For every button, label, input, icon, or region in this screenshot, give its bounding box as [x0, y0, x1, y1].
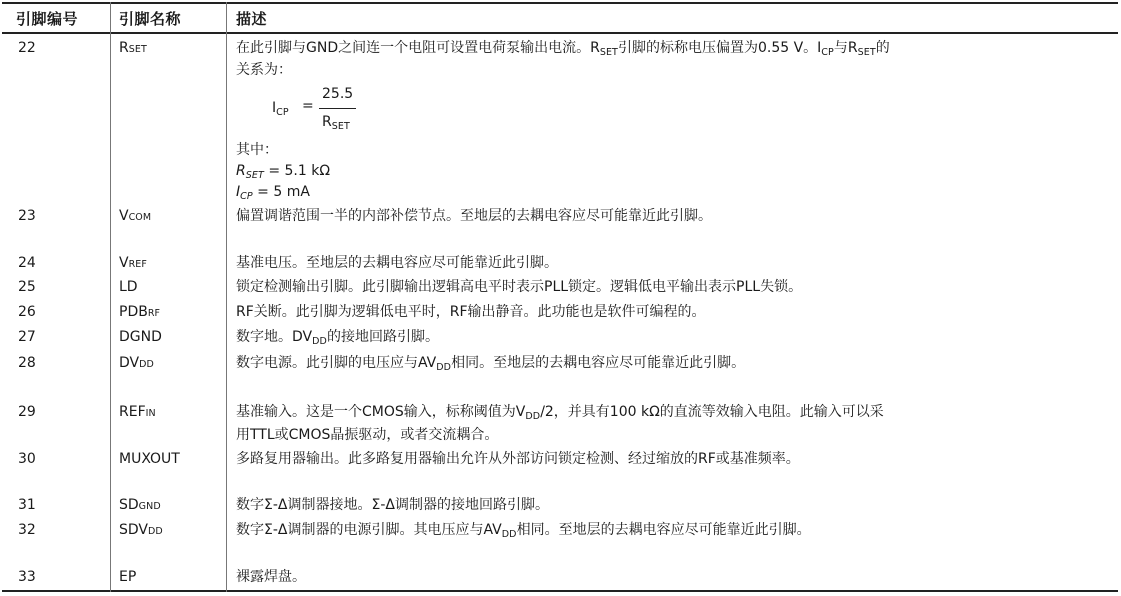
pin-description: 锁定检测输出引脚。此引脚输出逻辑高电平时表示PLL锁定。逻辑低电平输出表示PLL失锁。 — [236, 279, 803, 295]
pin-number: 24 — [18, 255, 36, 271]
pin-description-line: 用TTL或CMOS晶振驱动，或者交流耦合。 — [236, 427, 499, 443]
pin-name: SDVDD — [119, 522, 163, 538]
pin-description: RF关断。此引脚为逻辑低电平时，RF输出静音。此功能也是软件可编程的。 — [236, 304, 706, 320]
pin-number: 22 — [18, 40, 36, 56]
pin-number: 30 — [18, 451, 36, 467]
pin-number: 28 — [18, 355, 36, 371]
pin-number: 31 — [18, 497, 36, 513]
column-divider — [110, 2, 111, 592]
column-divider — [226, 2, 227, 592]
table-top-rule — [2, 2, 1118, 4]
pin-name: DGND — [119, 329, 162, 345]
pin-description-line: 关系为： — [236, 62, 292, 78]
header-pin-name: 引脚名称 — [119, 10, 182, 28]
pin-description: 数字电源。此引脚的电压应与$AV_{DD}$相同。至地层的去耦电容应尽可能靠近此引脚。 — [236, 355, 746, 373]
pin-name: REFIN — [119, 404, 156, 420]
table-bottom-rule — [2, 590, 1118, 592]
pin-number: 29 — [18, 404, 36, 420]
pin-description: 偏置调谐范围一半的内部补偿节点。至地层的去耦电容应尽可能靠近此引脚。 — [236, 208, 712, 224]
pin-description: 多路复用器输出。此多路复用器输出允许从外部访问锁定检测、经过缩放的RF或基准频率。 — [236, 451, 800, 467]
pin-name: PDBRF — [119, 304, 161, 320]
pin-name: RSET — [119, 40, 147, 56]
where-label: 其中： — [236, 142, 278, 158]
pin-number: 25 — [18, 279, 36, 295]
header-pin-number: 引脚编号 — [16, 10, 79, 28]
fraction-bar — [319, 108, 356, 109]
pin-name: LD — [119, 279, 138, 295]
pin-name: VCOM — [119, 208, 152, 224]
header-description: 描述 — [236, 10, 268, 28]
pin-number: 32 — [18, 522, 36, 538]
pin-name: EP — [119, 569, 137, 585]
table-header-rule — [2, 32, 1118, 34]
pin-name: DVDD — [119, 355, 154, 371]
example-value: $I_{CP} = 5$ mA — [236, 184, 310, 202]
pin-number: 33 — [18, 569, 36, 585]
pin-name: VREF — [119, 255, 147, 271]
pin-name: SDGND — [119, 497, 161, 513]
formula-equals: = — [302, 98, 314, 114]
pin-description: 数字地。$DV_{DD}$的接地回路引脚。 — [236, 329, 439, 347]
pin-description: 数字Σ-Δ调制器的电源引脚。其电压应与$AV_{DD}$相同。至地层的去耦电容应尽可能靠近此引脚。 — [236, 522, 811, 540]
example-value: $R_{SET} = 5.1$ kΩ — [236, 163, 331, 181]
pin-name: MUXOUT — [119, 451, 180, 467]
pin-number: 23 — [18, 208, 36, 224]
pin-description: 基准输入。这是一个CMOS输入，标称阈值为$V_{DD}/2$，并具有100 kΩ的直流等效输入电阻。此输入可以采 — [236, 404, 884, 422]
formula-numerator: 25.5 — [322, 86, 354, 102]
pin-description: 数字Σ-Δ调制器接地。Σ-Δ调制器的接地回路引脚。 — [236, 497, 549, 513]
pin-number: 27 — [18, 329, 36, 345]
formula — [272, 86, 372, 136]
pin-description: 裸露焊盘。 — [236, 569, 306, 585]
pin-description: 在此引脚与GND之间连一个电阻可设置电荷泵输出电流。$R_{SET}$引脚的标称电压偏置为0.55 V。$I_{CP}$与$R_{SET}$的 — [236, 40, 890, 58]
pin-description: 基准电压。至地层的去耦电容应尽可能靠近此引脚。 — [236, 255, 558, 271]
formula-lhs: $I_{CP}$ — [272, 100, 289, 118]
pin-number: 26 — [18, 304, 36, 320]
formula-denominator: $R_{SET}$ — [322, 114, 350, 132]
